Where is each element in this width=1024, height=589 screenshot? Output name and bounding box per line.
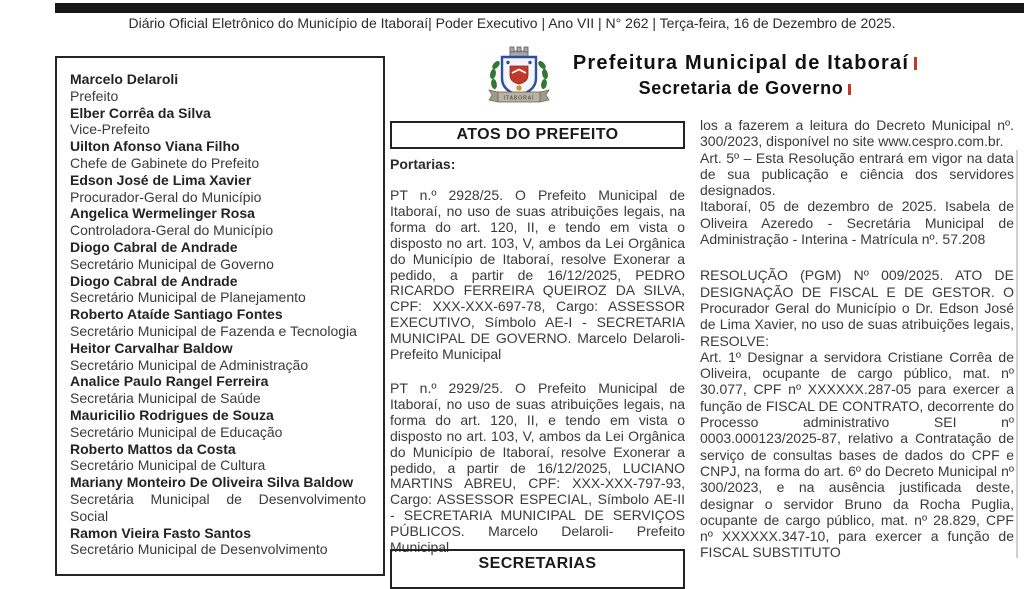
red-ink-mark <box>848 84 851 95</box>
official-entry <box>70 172 366 206</box>
official-name: Marcelo Delaroli <box>70 71 179 87</box>
official-title: Secretário Municipal de Governo <box>70 255 274 272</box>
resolution-paragraph: los a fazerem a leitura do Decreto Municipal nº. 300/2023, disponível no site www.cespro.com.br. <box>700 117 1014 150</box>
official-name: Analice Paulo Rangel Ferreira <box>70 373 269 390</box>
official-entry <box>70 474 366 524</box>
portaria-paragraph: PT n.º 2929/25. O Prefeito Municipal de Itaboraí, no uso de suas atribuições legais, na forma do art. 120, II, e tendo em vista o disposto no art. 103, V, ambos da Lei Orgânica do Município de Itaboraí, resolve Exonerar a pedido, a partir de 16/12/2025, LUCIANO MARTINS ABREU, CPF: XXX-XXX-797-93, Cargo: ASSESSOR ESPECIAL, Símbolo AE-II - SECRETARIA MUNICIPAL DE SERVIÇOS PÚBLICOS. Marcelo Delaroli- Prefeito Municipal <box>390 380 685 556</box>
agency-department <box>556 76 934 100</box>
official-entry <box>70 205 366 239</box>
official-name: Mauricilio Rodrigues de Souza <box>70 406 274 423</box>
resolution-paragraph: Art. 1º Designar a servidora Cristiane Corrêa de Oliveira, ocupante de cargo público, mat. nº 30.077, CPF nº XXXXXX.287-05 para exercer a função de FISCAL DE CONTRATO, decorrente do Processo administrativo SEI nº 0003.000123/2025-87, relativo a Contratação de serviço de consultas bases de dados do CPF e CNPJ, na forma do art. 6º do Decreto Municipal nº 300/2023, e na ausência justificada deste, designar o servidor Bruno da Rocha Puglia, ocupante de cargo público, mat. nº 28.829, CPF nº XXXXXX.347-10, para exercer a função de FISCAL SUBSTITUTO <box>700 348 1014 561</box>
official-entry <box>70 340 366 374</box>
agency-department-text: Secretaria de Governo <box>638 78 844 98</box>
official-name: Ramon Vieira Fasto Santos <box>70 524 252 541</box>
official-title: Secretário Municipal de Cultura <box>70 457 266 474</box>
right-column <box>700 117 1014 561</box>
official-name: Elber Corrêa da Silva <box>70 104 211 121</box>
scan-edge-bar <box>55 3 1024 13</box>
official-title: Chefe de Gabinete do Prefeito <box>70 154 260 171</box>
portarias-heading: Portarias: <box>390 156 456 172</box>
official-title: Prefeito <box>70 87 119 104</box>
agency-name <box>556 50 934 76</box>
resolution-paragraph: Art. 5º – Esta Resolução entrará em vigor na data de sua publicação e ciência dos servidores designados. <box>700 149 1014 199</box>
masthead: Diário Oficial Eletrônico do Município de Itaboraí| Poder Executivo | Ano VII | N° 262 | Terça-feira, 16 de Dezembro de 2025. <box>128 15 896 31</box>
seal-crown <box>510 47 528 57</box>
official-name: Heitor Carvalhar Baldow <box>70 339 233 356</box>
portaria-paragraph: PT n.º 2928/25. O Prefeito Municipal de Itaboraí, no uso de suas atribuições legais, na forma do art. 120, II, e tendo em vista o disposto no art. 103, V, ambos da Lei Orgânica do Município de Itaboraí, resolve Exonerar a pedido, a partir de 16/12/2025, PEDRO RICARDO FERREIRA QUEIROZ DA SILVA, CPF: XXX-XXX-697-78, Cargo: ASSESSOR EXECUTIVO, Símbolo AE-I - SECRETARIA MUNICIPAL DE GOVERNO. Marcelo Delaroli- Prefeito Municipal <box>390 187 685 363</box>
official-title: Secretária Municipal de Desenvolvimento Social <box>70 490 366 524</box>
official-entry <box>70 525 366 559</box>
official-title: Secretário Municipal de Desenvolvimento <box>70 541 328 558</box>
official-name: Roberto Ataíde Santiago Fontes <box>70 306 283 323</box>
section-header-secretarias: SECRETARIAS <box>390 549 685 589</box>
official-title: Controladora-Geral do Município <box>70 222 274 239</box>
official-name: Angelica Wermelinger Rosa <box>70 205 255 222</box>
official-name: Diogo Cabral de Andrade <box>70 272 238 289</box>
official-entry <box>70 273 366 307</box>
official-entry <box>70 306 366 340</box>
agency-header <box>556 50 934 100</box>
resolution-paragraph: Itaboraí, 05 de dezembro de 2025. Isabela de Oliveira Azeredo - Secretária Municipal de Administração - Interina - Matrícula nº. 57.208 <box>700 198 1014 248</box>
official-entry <box>70 138 366 172</box>
section-header-atos-do-prefeito: ATOS DO PREFEITO <box>390 121 685 149</box>
official-title: Vice-Prefeito <box>70 121 150 138</box>
resolution-paragraph: RESOLUÇÃO (PGM) Nº 009/2025. ATO DE DESIGNAÇÃO DE FISCAL E DE GESTOR. O Procurador Geral do Município o Dr. Edson José de Lima Xavier, no uso de suas atribuições legais, RESOLVE: <box>700 267 1014 349</box>
official-title: Secretário Municipal de Fazenda e Tecnologia <box>70 322 357 339</box>
official-title: Secretário Municipal de Educação <box>70 423 283 440</box>
official-title: Procurador-Geral do Município <box>70 188 262 205</box>
official-name: Diogo Cabral de Andrade <box>70 238 238 255</box>
seal-ribbon <box>489 90 549 102</box>
scan-artifact-line <box>1016 150 1018 558</box>
official-entry <box>70 373 366 407</box>
official-title: Secretário Municipal de Planejamento <box>70 289 306 306</box>
official-entry <box>70 441 366 475</box>
official-entry <box>70 239 366 273</box>
svg-text:ITABORAÍ: ITABORAÍ <box>503 95 535 102</box>
official-entry <box>70 71 366 105</box>
red-ink-mark <box>914 57 917 70</box>
official-name: Roberto Mattos da Costa <box>70 440 236 457</box>
official-entry <box>70 105 366 139</box>
officials-panel <box>55 56 385 576</box>
coat-of-arms-icon <box>486 45 552 109</box>
official-title: Secretária Municipal de Saúde <box>70 390 261 407</box>
official-name: Edson José de Lima Xavier <box>70 171 252 188</box>
official-title: Secretário Municipal de Administração <box>70 356 309 373</box>
official-entry <box>70 407 366 441</box>
official-name: Mariany Monteiro De Oliveira Silva Baldow <box>70 474 354 491</box>
official-name: Uilton Afonso Viana Filho <box>70 138 240 155</box>
agency-name-text: Prefeitura Municipal de Itaboraí <box>572 52 910 74</box>
